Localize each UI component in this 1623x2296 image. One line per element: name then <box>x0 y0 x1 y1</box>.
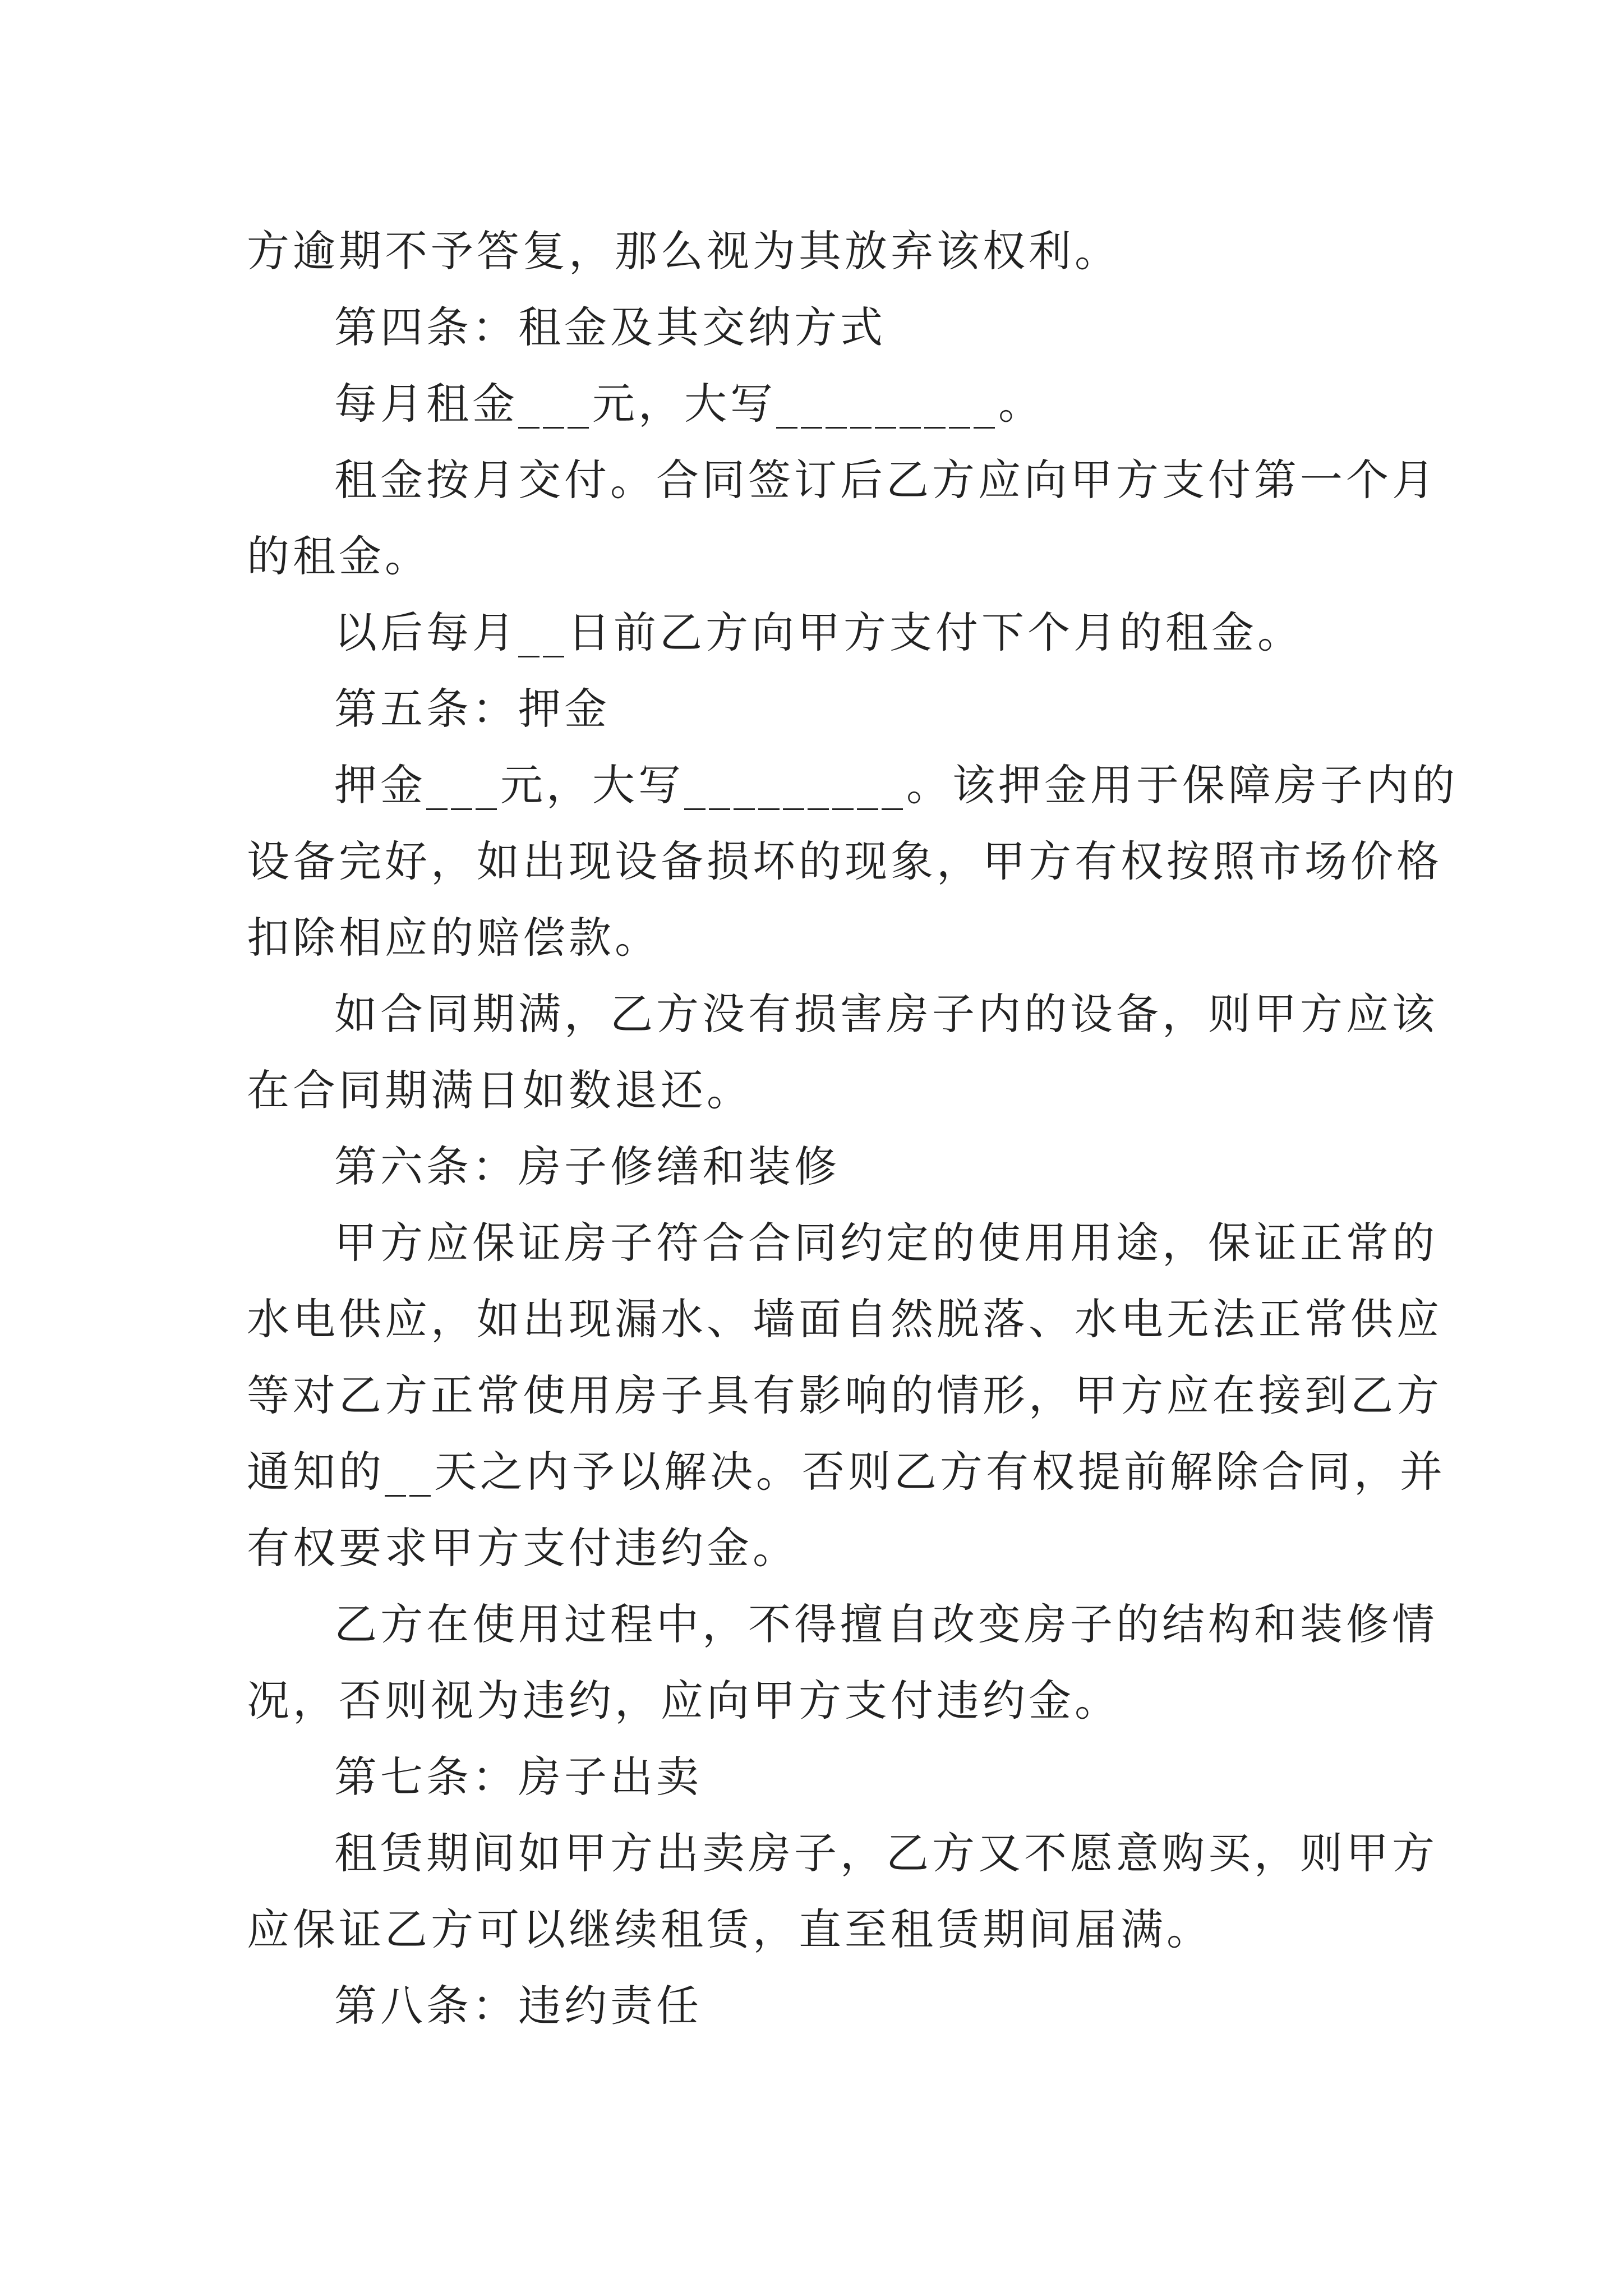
text-line: 应保证乙方可以继续租赁，直至租赁期间届满。 <box>247 1904 1212 1954</box>
text-line: 甲方应保证房子符合合同约定的使用用途，保证正常的 <box>334 1218 1438 1268</box>
section-heading: 第七条：房子出卖 <box>334 1752 702 1802</box>
section-heading: 第八条：违约责任 <box>334 1981 702 2031</box>
text-line: 租金按月交付。合同签订后乙方应向甲方支付第一个月 <box>334 455 1438 505</box>
text-line: 每月租金___元，大写_________。 <box>334 379 1044 429</box>
text-line: 通知的__天之内予以解决。否则乙方有权提前解除合同，并 <box>247 1447 1446 1497</box>
text-line: 扣除相应的赔偿款。 <box>247 913 661 963</box>
text-line: 设备完好，如出现设备损坏的现象，甲方有权按照市场价格 <box>247 836 1442 886</box>
text-line: 如合同期满，乙方没有损害房子内的设备，则甲方应该 <box>334 989 1438 1039</box>
text-line: 的租金。 <box>247 531 431 581</box>
text-line: 方逾期不予答复，那么视为其放弃该权利。 <box>247 226 1121 276</box>
text-line: 以后每月__日前乙方向甲方支付下个月的租金。 <box>334 608 1303 657</box>
text-line: 况，否则视为违约，应向甲方支付违约金。 <box>247 1676 1121 1726</box>
section-heading: 第六条：房子修缮和装修 <box>334 1142 840 1191</box>
document-body <box>247 213 1458 2044</box>
text-line: 乙方在使用过程中，不得擅自改变房子的结构和装修情 <box>334 1599 1438 1649</box>
text-line: 租赁期间如甲方出卖房子，乙方又不愿意购买，则甲方 <box>334 1828 1438 1878</box>
section-heading: 第四条：租金及其交纳方式 <box>334 302 886 352</box>
text-line: 在合同期满日如数退还。 <box>247 1065 753 1115</box>
text-line: 等对乙方正常使用房子具有影响的情形，甲方应在接到乙方 <box>247 1370 1442 1420</box>
text-line: 有权要求甲方支付违约金。 <box>247 1523 799 1573</box>
text-line: 押金___元，大写_________。该押金用于保障房子内的 <box>334 760 1458 810</box>
section-heading: 第五条：押金 <box>334 684 610 734</box>
text-line: 水电供应，如出现漏水、墙面自然脱落、水电无法正常供应 <box>247 1294 1442 1344</box>
